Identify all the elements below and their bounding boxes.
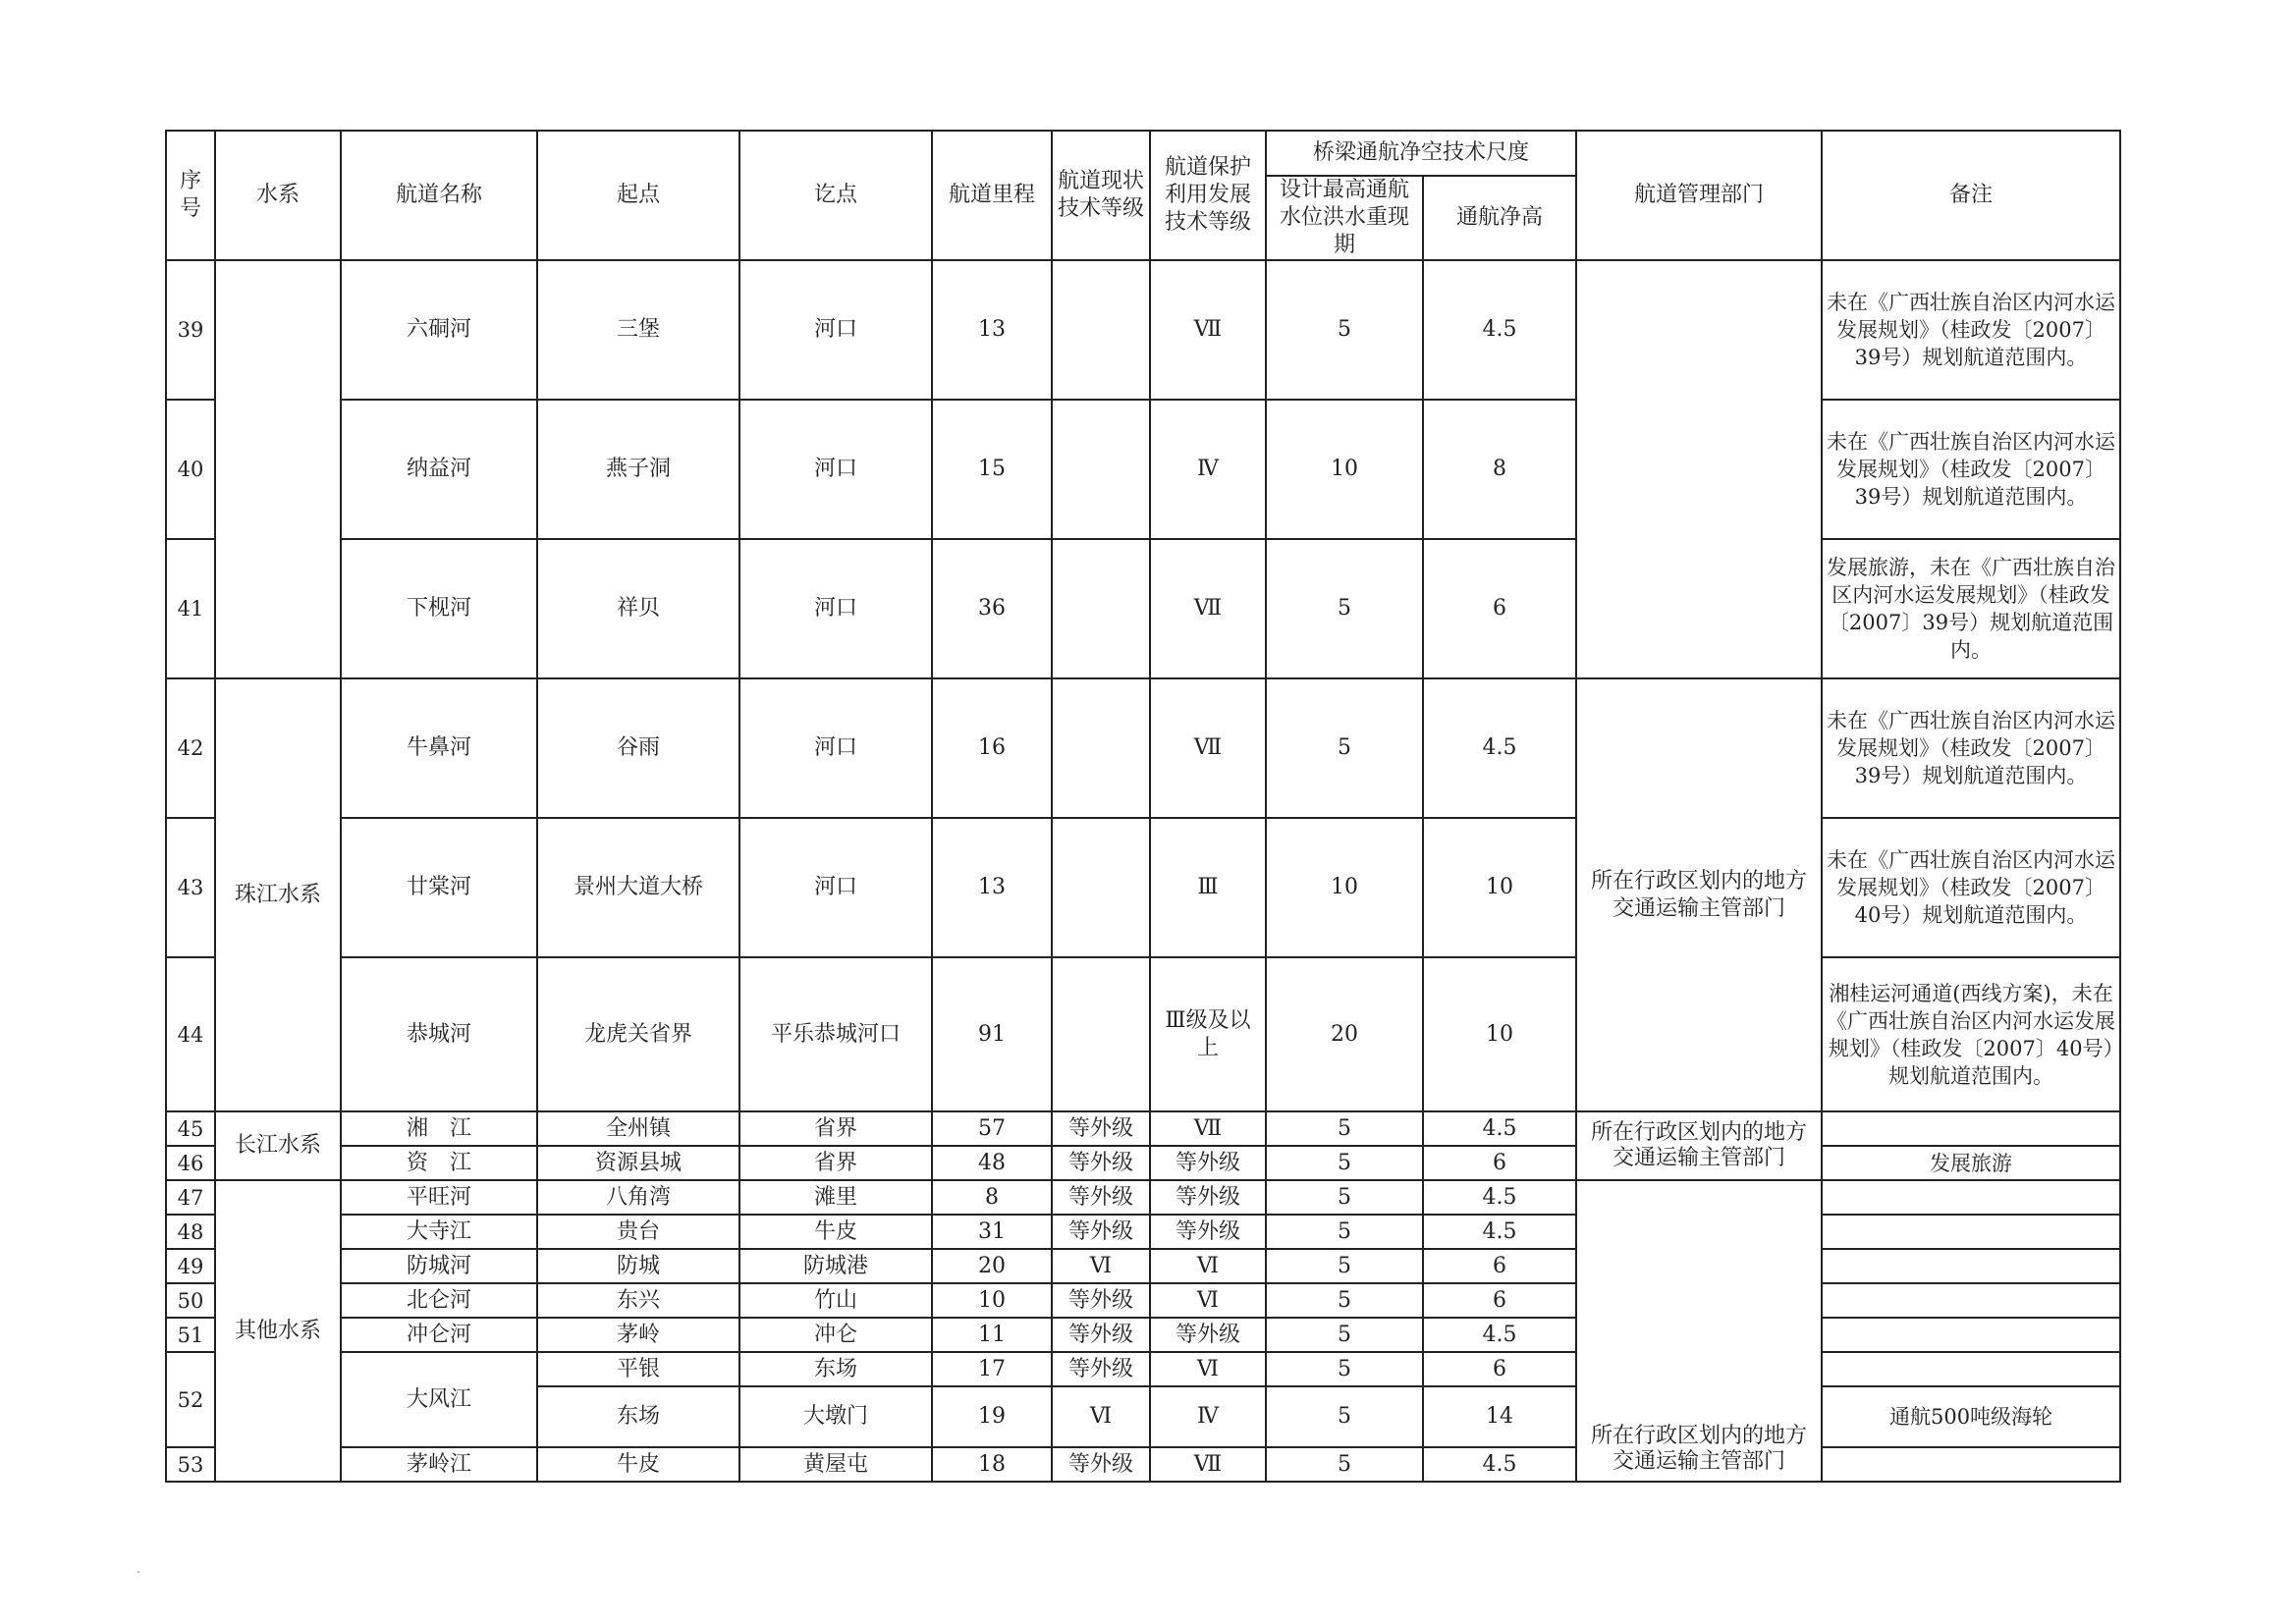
cell-flood-period: 5 [1266, 1447, 1423, 1482]
header-current-grade: 航道现状技术等级 [1052, 131, 1150, 260]
cell-mileage: 16 [932, 678, 1052, 818]
table-row [166, 260, 2120, 400]
cell-current-grade [1052, 957, 1150, 1111]
cell-flood-period: 5 [1266, 1318, 1423, 1352]
table-row [166, 539, 2120, 678]
cell-end: 省界 [739, 1111, 932, 1146]
cell-seq: 52 [166, 1352, 215, 1447]
cell-mileage: 8 [932, 1180, 1052, 1215]
table-row [166, 1352, 2120, 1386]
cell-end: 冲仑 [739, 1318, 932, 1352]
cell-clearance: 6 [1423, 1352, 1576, 1386]
cell-start: 东场 [537, 1386, 739, 1447]
cell-flood-period: 5 [1266, 1215, 1423, 1249]
cell-system: 珠江水系 [215, 678, 341, 1111]
table-row [166, 818, 2120, 957]
cell-plan-grade: Ⅶ [1150, 260, 1266, 400]
cell-plan-grade: 等外级 [1150, 1215, 1266, 1249]
cell-start: 龙虎关省界 [537, 957, 739, 1111]
cell-mileage: 17 [932, 1352, 1052, 1386]
cell-clearance: 6 [1423, 1249, 1576, 1283]
cell-name: 北仑河 [341, 1283, 537, 1318]
cell-end: 河口 [739, 260, 932, 400]
cell-remark: 未在《广西壮族自治区内河水运发展规划》（桂政发〔2007〕39号）规划航道范围内。 [1822, 400, 2120, 539]
cell-start: 谷雨 [537, 678, 739, 818]
cell-current-grade [1052, 260, 1150, 400]
cell-seq: 51 [166, 1318, 215, 1352]
cell-seq: 50 [166, 1283, 215, 1318]
cell-plan-grade: Ⅳ [1150, 1386, 1266, 1447]
cell-seq: 48 [166, 1215, 215, 1249]
cell-plan-grade: Ⅵ [1150, 1249, 1266, 1283]
cell-end: 平乐恭城河口 [739, 957, 932, 1111]
cell-plan-grade: 等外级 [1150, 1180, 1266, 1215]
cell-flood-period: 5 [1266, 678, 1423, 818]
cell-clearance: 6 [1423, 1146, 1576, 1180]
table-row [166, 1318, 2120, 1352]
cell-current-grade: 等外级 [1052, 1111, 1150, 1146]
cell-clearance: 4.5 [1423, 678, 1576, 818]
table-row [166, 1447, 2120, 1482]
cell-end: 河口 [739, 539, 932, 678]
cell-remark: 发展旅游 [1822, 1146, 2120, 1180]
cell-name: 大寺江 [341, 1215, 537, 1249]
cell-seq: 49 [166, 1249, 215, 1283]
cell-seq: 47 [166, 1180, 215, 1215]
table-row [166, 678, 2120, 818]
cell-name: 平旺河 [341, 1180, 537, 1215]
cell-flood-period: 5 [1266, 1352, 1423, 1386]
cell-end: 河口 [739, 400, 932, 539]
header-start: 起点 [537, 131, 739, 260]
table-row [166, 1215, 2120, 1249]
cell-flood-period: 5 [1266, 1249, 1423, 1283]
header-flood-period: 设计最高通航水位洪水重现期 [1266, 176, 1423, 260]
cell-start: 八角湾 [537, 1180, 739, 1215]
table-row [166, 1180, 2120, 1215]
cell-system-blank [215, 260, 341, 678]
header-seq: 序号 [166, 131, 215, 260]
cell-mileage: 91 [932, 957, 1052, 1111]
cell-name: 牛鼻河 [341, 678, 537, 818]
cell-dept: 所在行政区划内的地方交通运输主管部门 [1576, 678, 1822, 1111]
cell-remark: 未在《广西壮族自治区内河水运发展规划》（桂政发〔2007〕40号）规划航道范围内。 [1822, 818, 2120, 957]
cell-name: 防城河 [341, 1249, 537, 1283]
cell-remark [1822, 1180, 2120, 1215]
cell-mileage: 18 [932, 1447, 1052, 1482]
cell-system: 其他水系 [215, 1180, 341, 1482]
cell-name: 湘 江 [341, 1111, 537, 1146]
header-bridge-group: 桥梁通航净空技术尺度 [1266, 131, 1576, 176]
cell-flood-period: 10 [1266, 400, 1423, 539]
cell-current-grade: 等外级 [1052, 1447, 1150, 1482]
cell-clearance: 6 [1423, 1283, 1576, 1318]
cell-seq: 40 [166, 400, 215, 539]
cell-name: 六硐河 [341, 260, 537, 400]
cell-seq: 43 [166, 818, 215, 957]
cell-current-grade: 等外级 [1052, 1146, 1150, 1180]
cell-remark: 湘桂运河通道(西线方案)，未在《广西壮族自治区内河水运发展规划》（桂政发〔2007〕40号）规划航道范围内。 [1822, 957, 2120, 1111]
cell-mileage: 19 [932, 1386, 1052, 1447]
cell-plan-grade: Ⅶ [1150, 1111, 1266, 1146]
cell-plan-grade: Ⅶ [1150, 1447, 1266, 1482]
cell-remark: 发展旅游，未在《广西壮族自治区内河水运发展规划》（桂政发〔2007〕39号）规划航道范围内。 [1822, 539, 2120, 678]
cell-seq: 45 [166, 1111, 215, 1146]
header-mileage: 航道里程 [932, 131, 1052, 260]
table-row [166, 957, 2120, 1111]
cell-end: 牛皮 [739, 1215, 932, 1249]
cell-remark [1822, 1447, 2120, 1482]
cell-current-grade: Ⅵ [1052, 1386, 1150, 1447]
header-clearance: 通航净高 [1423, 176, 1576, 260]
cell-mileage: 31 [932, 1215, 1052, 1249]
cell-remark [1822, 1283, 2120, 1318]
cell-current-grade: 等外级 [1052, 1283, 1150, 1318]
cell-remark: 未在《广西壮族自治区内河水运发展规划》（桂政发〔2007〕39号）规划航道范围内。 [1822, 260, 2120, 400]
cell-clearance: 4.5 [1423, 1447, 1576, 1482]
cell-clearance: 10 [1423, 818, 1576, 957]
cell-start: 三堡 [537, 260, 739, 400]
cell-remark [1822, 1318, 2120, 1352]
cell-flood-period: 5 [1266, 1283, 1423, 1318]
header-dept: 航道管理部门 [1576, 131, 1822, 260]
cell-start: 东兴 [537, 1283, 739, 1318]
cell-current-grade: 等外级 [1052, 1318, 1150, 1352]
cell-start: 祥贝 [537, 539, 739, 678]
cell-name: 纳益河 [341, 400, 537, 539]
cell-remark [1822, 1352, 2120, 1386]
cell-end: 滩里 [739, 1180, 932, 1215]
cell-start: 全州镇 [537, 1111, 739, 1146]
cell-mileage: 15 [932, 400, 1052, 539]
cell-name: 茅岭江 [341, 1447, 537, 1482]
cell-dept-blank [1576, 260, 1822, 678]
cell-clearance: 4.5 [1423, 1215, 1576, 1249]
cell-mileage: 13 [932, 818, 1052, 957]
cell-name: 冲仑河 [341, 1318, 537, 1352]
cell-flood-period: 5 [1266, 1180, 1423, 1215]
waterway-table [165, 130, 2121, 1483]
cell-plan-grade: 等外级 [1150, 1318, 1266, 1352]
header-remark: 备注 [1822, 131, 2120, 260]
cell-end: 竹山 [739, 1283, 932, 1318]
cell-clearance: 14 [1423, 1386, 1576, 1447]
cell-clearance: 4.5 [1423, 1180, 1576, 1215]
cell-seq: 41 [166, 539, 215, 678]
cell-flood-period: 5 [1266, 1386, 1423, 1447]
cell-remark [1822, 1249, 2120, 1283]
cell-start: 贵台 [537, 1215, 739, 1249]
cell-clearance: 10 [1423, 957, 1576, 1111]
cell-current-grade [1052, 539, 1150, 678]
table-row [166, 1249, 2120, 1283]
cell-flood-period: 5 [1266, 260, 1423, 400]
cell-seq: 44 [166, 957, 215, 1111]
cell-name: 大风江 [341, 1352, 537, 1447]
cell-plan-grade: Ⅵ [1150, 1352, 1266, 1386]
cell-current-grade: 等外级 [1052, 1180, 1150, 1215]
cell-mileage: 48 [932, 1146, 1052, 1180]
cell-current-grade [1052, 400, 1150, 539]
cell-clearance: 4.5 [1423, 1318, 1576, 1352]
cell-flood-period: 10 [1266, 818, 1423, 957]
cell-plan-grade: Ⅲ [1150, 818, 1266, 957]
cell-clearance: 4.5 [1423, 260, 1576, 400]
cell-start: 平银 [537, 1352, 739, 1386]
cell-current-grade: 等外级 [1052, 1352, 1150, 1386]
cell-name: 恭城河 [341, 957, 537, 1111]
cell-mileage: 10 [932, 1283, 1052, 1318]
cell-flood-period: 5 [1266, 1146, 1423, 1180]
cell-end: 大墩门 [739, 1386, 932, 1447]
cell-flood-period: 5 [1266, 539, 1423, 678]
cell-plan-grade: Ⅲ级及以上 [1150, 957, 1266, 1111]
cell-system: 长江水系 [215, 1111, 341, 1180]
cell-start: 资源县城 [537, 1146, 739, 1180]
cell-name: 廿棠河 [341, 818, 537, 957]
cell-start: 景州大道大桥 [537, 818, 739, 957]
cell-start: 茅岭 [537, 1318, 739, 1352]
cell-name: 资 江 [341, 1146, 537, 1180]
cell-seq: 46 [166, 1146, 215, 1180]
cell-dept: 所在行政区划内的地方交通运输主管部门 [1576, 1180, 1822, 1482]
cell-clearance: 4.5 [1423, 1111, 1576, 1146]
table-row [166, 1111, 2120, 1146]
cell-clearance: 8 [1423, 400, 1576, 539]
cell-dept: 所在行政区划内的地方交通运输主管部门 [1576, 1111, 1822, 1180]
cell-end: 河口 [739, 678, 932, 818]
cell-remark [1822, 1215, 2120, 1249]
cell-plan-grade: Ⅶ [1150, 678, 1266, 818]
cell-current-grade: 等外级 [1052, 1215, 1150, 1249]
scan-speck [137, 1571, 139, 1573]
cell-flood-period: 20 [1266, 957, 1423, 1111]
cell-start: 牛皮 [537, 1447, 739, 1482]
cell-current-grade [1052, 678, 1150, 818]
cell-seq: 53 [166, 1447, 215, 1482]
cell-seq: 39 [166, 260, 215, 400]
cell-plan-grade: Ⅶ [1150, 539, 1266, 678]
cell-current-grade: Ⅵ [1052, 1249, 1150, 1283]
cell-plan-grade: 等外级 [1150, 1146, 1266, 1180]
header-plan-grade: 航道保护利用发展技术等级 [1150, 131, 1266, 260]
cell-mileage: 57 [932, 1111, 1052, 1146]
cell-remark [1822, 1111, 2120, 1146]
table-row [166, 1283, 2120, 1318]
cell-mileage: 20 [932, 1249, 1052, 1283]
cell-name: 下枧河 [341, 539, 537, 678]
table-row [166, 400, 2120, 539]
cell-mileage: 13 [932, 260, 1052, 400]
cell-remark: 未在《广西壮族自治区内河水运发展规划》（桂政发〔2007〕39号）规划航道范围内。 [1822, 678, 2120, 818]
cell-end: 黄屋屯 [739, 1447, 932, 1482]
cell-clearance: 6 [1423, 539, 1576, 678]
cell-end: 河口 [739, 818, 932, 957]
cell-seq: 42 [166, 678, 215, 818]
cell-end: 省界 [739, 1146, 932, 1180]
cell-end: 东场 [739, 1352, 932, 1386]
header-system: 水系 [215, 131, 341, 260]
cell-plan-grade: Ⅳ [1150, 400, 1266, 539]
header-name: 航道名称 [341, 131, 537, 260]
cell-flood-period: 5 [1266, 1111, 1423, 1146]
cell-current-grade [1052, 818, 1150, 957]
cell-start: 燕子洞 [537, 400, 739, 539]
header-end: 讫点 [739, 131, 932, 260]
cell-start: 防城 [537, 1249, 739, 1283]
cell-end: 防城港 [739, 1249, 932, 1283]
cell-plan-grade: Ⅵ [1150, 1283, 1266, 1318]
table-row [166, 1146, 2120, 1180]
cell-mileage: 11 [932, 1318, 1052, 1352]
cell-remark: 通航500吨级海轮 [1822, 1386, 2120, 1447]
cell-mileage: 36 [932, 539, 1052, 678]
